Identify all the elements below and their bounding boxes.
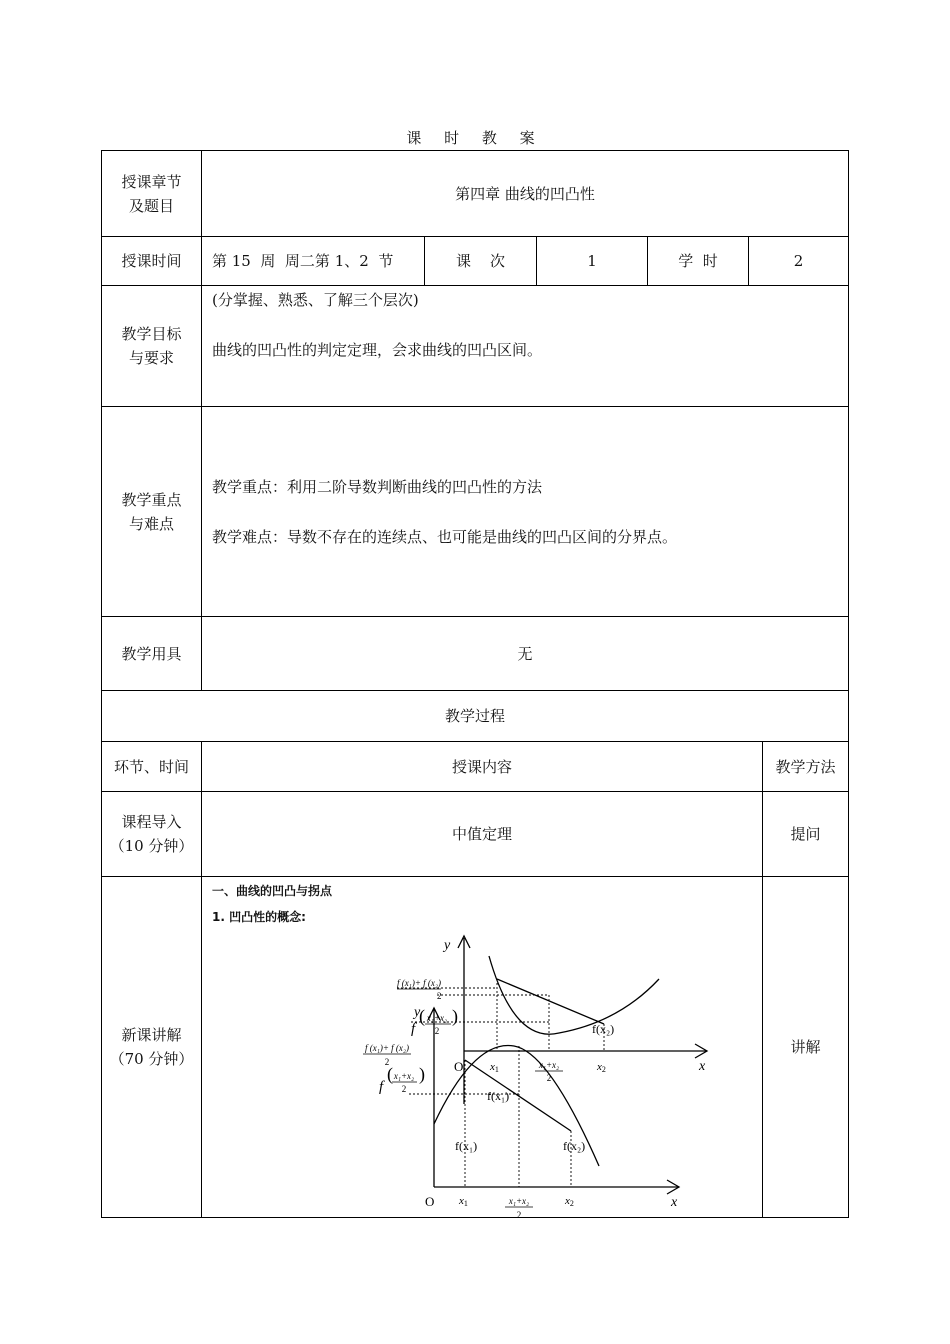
goals-content (202, 286, 849, 407)
lecture-content (202, 877, 763, 1218)
col-content: 授课内容 (202, 742, 763, 792)
section-heading: 一、曲线的凹凸与拐点 (212, 884, 333, 898)
hours-value: 2 (749, 237, 849, 286)
hours-label: 学 时 (648, 237, 749, 286)
col-stage: 环节、时间 (102, 742, 202, 792)
svg-text:x2 (596, 1061, 606, 1074)
svg-text:(: ( (387, 1064, 393, 1084)
concave-axis-y-label: y (414, 1005, 421, 1020)
convexity-figure (259, 934, 706, 1220)
concave-mid-num: x₁+x₂ (508, 1196, 530, 1206)
convex-x1-label: x (490, 1061, 495, 1073)
intro-method: 提问 (763, 792, 849, 877)
svg-text:): ) (452, 1006, 458, 1026)
svg-text:x2 (564, 1195, 574, 1208)
concave-axis-x-label: x (671, 1195, 678, 1210)
lesson-plan-table (101, 150, 849, 1218)
concave-fx2-label: f(x₂) (563, 1139, 586, 1153)
concave-avg-den: 2 (384, 1057, 390, 1067)
concave-graph (428, 1008, 679, 1194)
process-header: 教学过程 (102, 691, 849, 742)
concave-x1-sub: 1 (463, 1199, 468, 1208)
svg-text:x1 (489, 1061, 499, 1074)
row-tools (102, 617, 849, 691)
convex-origin-label: O (454, 1059, 464, 1074)
concave-fx1-label: f(x₁) (455, 1139, 478, 1153)
document-title: 课 时 教 案 (406, 129, 544, 147)
tools-value: 无 (202, 617, 849, 691)
concave-mid-den: 2 (516, 1210, 522, 1220)
lesson-value: 1 (537, 237, 648, 286)
convex-x1-sub: 1 (494, 1065, 499, 1074)
row-intro (102, 792, 849, 877)
convex-fx2-upper: f(x₂) (592, 1022, 615, 1036)
concave-avg-num: f (x₁)+ f (x₂) (364, 1043, 410, 1053)
tools-label: 教学用具 (102, 617, 202, 691)
goals-label: 教学目标 与要求 (102, 286, 202, 407)
intro-content: 中值定理 (202, 792, 763, 877)
row-chapter (102, 151, 849, 237)
key-label: 教学重点 与难点 (102, 407, 202, 617)
convex-fmid-num: x₁+x₂ (426, 1013, 448, 1023)
convex-chord (497, 979, 604, 1024)
col-method: 教学方法 (763, 742, 849, 792)
convex-avg-den: 2 (437, 991, 442, 1001)
concave-x1-label: x (459, 1195, 464, 1207)
row-process-header (102, 691, 849, 742)
concave-x2-label: x (565, 1195, 570, 1207)
time-label: 授课时间 (102, 237, 202, 286)
svg-text:(: ( (419, 1006, 425, 1026)
convex-graph (458, 936, 707, 1104)
lesson-label: 课 次 (425, 237, 537, 286)
difficulty-text: 教学难点：导数不存在的连续点、也可能是曲线的凹凸区间的分界点。 (212, 527, 678, 546)
convex-mid-den: 2 (546, 1073, 552, 1083)
concave-fmid-num: x₁+x₂ (393, 1071, 415, 1081)
key-content (202, 407, 849, 617)
concave-origin-label: O (425, 1194, 435, 1209)
convex-f-letter: f (411, 1021, 416, 1037)
chapter-value: 第四章 曲线的凹凸性 (202, 151, 849, 237)
convex-mid-num: x₁+x₂ (538, 1060, 560, 1070)
goals-text: 曲线的凹凸性的判定定理，会求曲线的凹凸区间。 (212, 341, 543, 359)
row-lecture (102, 877, 849, 1218)
convex-x2-sub: 2 (601, 1065, 606, 1074)
key-point-text: 教学重点：利用二阶导数判断曲线的凹凸性的方法 (212, 477, 543, 496)
svg-text:): ) (419, 1064, 425, 1084)
intro-stage: 课程导入 （10 分钟） (102, 792, 202, 877)
time-value: 第 15 周 周二第 1、2 节 (202, 237, 425, 286)
goals-note: (分掌握、熟悉、了解三个层次) (212, 291, 419, 309)
concave-x2-sub: 2 (569, 1199, 574, 1208)
row-time (102, 237, 849, 286)
convex-x2-label: x (597, 1061, 602, 1073)
convex-fmid-den: 2 (434, 1026, 440, 1036)
subsection-heading: 1. 凹凸性的概念: (212, 910, 306, 924)
lecture-stage: 新课讲解 （70 分钟） (102, 877, 202, 1218)
chapter-label: 授课章节 及题目 (102, 151, 202, 237)
convex-fx1-label: f(x₁) (487, 1089, 510, 1103)
row-goals (102, 286, 849, 407)
concave-fmid-den: 2 (401, 1084, 407, 1094)
lecture-method: 讲解 (763, 877, 849, 1218)
row-columns (102, 742, 849, 792)
row-key-points (102, 407, 849, 617)
convex-axis-y-label: y (444, 938, 451, 953)
convex-axis-x-label: x (699, 1059, 706, 1074)
concave-f-letter: f (379, 1079, 384, 1095)
convex-avg-num: f (x₁)+ f (x₂) (396, 978, 442, 988)
svg-text:x1 (458, 1195, 468, 1208)
